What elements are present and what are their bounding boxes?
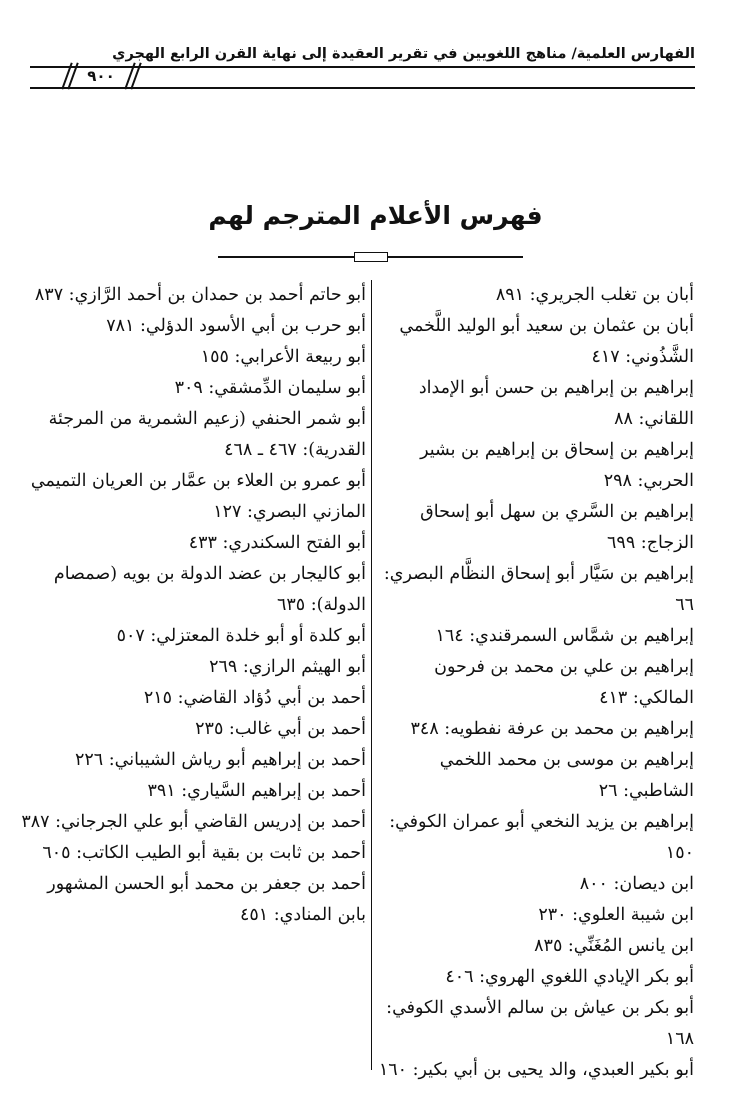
index-entry: إبراهيم بن محمد بن عرفة نفطويه: ٣٤٨ [410, 719, 694, 739]
index-entry: أبو بكر الإيادي اللغوي الهروي: ٤٠٦ [445, 967, 694, 987]
index-entry: أبو الهيثم الرازي: ٢٦٩ [209, 657, 366, 677]
index-entry: إبراهيم بن إبراهيم بن حسن أبو الإمداد اللقاني: ٨٨ [418, 378, 694, 429]
title-ornament [354, 252, 388, 262]
index-entry: أبو كلدة أو أبو خلدة المعتزلي: ٥٠٧ [116, 626, 366, 646]
index-entry: أحمد بن جعفر بن محمد أبو الحسن المشهور بابن المنادي: ٤٥١ [47, 874, 366, 925]
index-column-left [18, 280, 366, 931]
index-entry: ابن يانس المُغَنِّي: ٨٣٥ [534, 936, 694, 956]
index-entry: إبراهيم بن السَّري بن سهل أبو إسحاق الزجاج: ٦٩٩ [420, 502, 694, 553]
index-entry: أبو شمر الحنفي (زعيم الشمرية من المرجئة القدرية): ٤٦٧ ـ ٤٦٨ [48, 409, 366, 460]
index-entry: ابن ديصان: ٨٠٠ [579, 874, 694, 894]
index-entry: أحمد بن ثابت بن بقية أبو الطيب الكاتب: ٦٠٥ [42, 843, 366, 863]
page-number: ٩٠٠ [87, 67, 115, 85]
index-entry: إبراهيم بن يزيد النخعي أبو عمران الكوفي: ١٥٠ [389, 812, 694, 863]
index-entry: إبراهيم بن إسحاق بن إبراهيم بن بشير الحربي: ٢٩٨ [420, 440, 694, 491]
index-entry: أبو الفتح السكندري: ٤٣٣ [188, 533, 366, 553]
index-entry: أبو حاتم أحمد بن حمدان بن أحمد الرَّازي: ٨٣٧ [34, 285, 366, 305]
index-entry: أحمد بن إبراهيم السَّياري: ٣٩١ [147, 781, 366, 801]
index-entry: أحمد بن أبي غالب: ٢٣٥ [195, 719, 366, 739]
index-entry: أبان بن تغلب الجريري: ٨٩١ [495, 285, 694, 305]
index-entry: إبراهيم بن سَيَّار أبو إسحاق النظَّام البصري: ٦٦ [383, 564, 694, 615]
index-entry: أبو بكير العبدي، والد يحيى بن أبي بكير: ١٦٠ [378, 1060, 694, 1080]
index-entry: أبو سليمان الدِّمشقي: ٣٠٩ [174, 378, 366, 398]
page-title: فهرس الأعلام المترجم لهم [208, 201, 543, 230]
index-entry: أبو كاليجار بن عضد الدولة بن بويه (صمصام الدولة): ٦٣٥ [53, 564, 366, 615]
index-entry: إبراهيم بن موسى بن محمد اللخمي الشاطبي: ٢٦ [439, 750, 694, 801]
index-entry: ابن شيبة العلوي: ٢٣٠ [538, 905, 694, 925]
running-title: الفهارس العلمية/ مناهج اللغويين في تقرير العقيدة إلى نهاية القرن الرابع الهجري [112, 46, 695, 62]
index-entry: إبراهيم بن علي بن محمد بن فرحون المالكي: ٤١٣ [434, 657, 694, 708]
index-entry: أحمد بن إدريس القاضي أبو علي الجرجاني: ٣٨٧ [21, 812, 366, 832]
index-entry: أبو بكر بن عياش بن سالم الأسدي الكوفي: ١٦٨ [386, 998, 694, 1049]
index-entry: إبراهيم بن شمَّاس السمرقندي: ١٦٤ [435, 626, 694, 646]
index-entry: أحمد بن أبي دُؤاد القاضي: ٢١٥ [143, 688, 366, 708]
index-column-right [376, 280, 694, 1086]
index-entry: أحمد بن إبراهيم أبو رياش الشيباني: ٢٢٦ [74, 750, 366, 770]
column-divider [371, 280, 372, 1070]
index-entry: أبان بن عثمان بن سعيد أبو الوليد اللَّخمي الشَّذُوني: ٤١٧ [399, 316, 694, 367]
index-entry: أبو عمرو بن العلاء بن عمَّار بن العريان التميمي المازني البصري: ١٢٧ [30, 471, 366, 522]
index-entry: أبو حرب بن أبي الأسود الدؤلي: ٧٨١ [106, 316, 366, 336]
index-entry: أبو ربيعة الأعرابي: ١٥٥ [200, 347, 366, 367]
header-rule [135, 66, 695, 68]
